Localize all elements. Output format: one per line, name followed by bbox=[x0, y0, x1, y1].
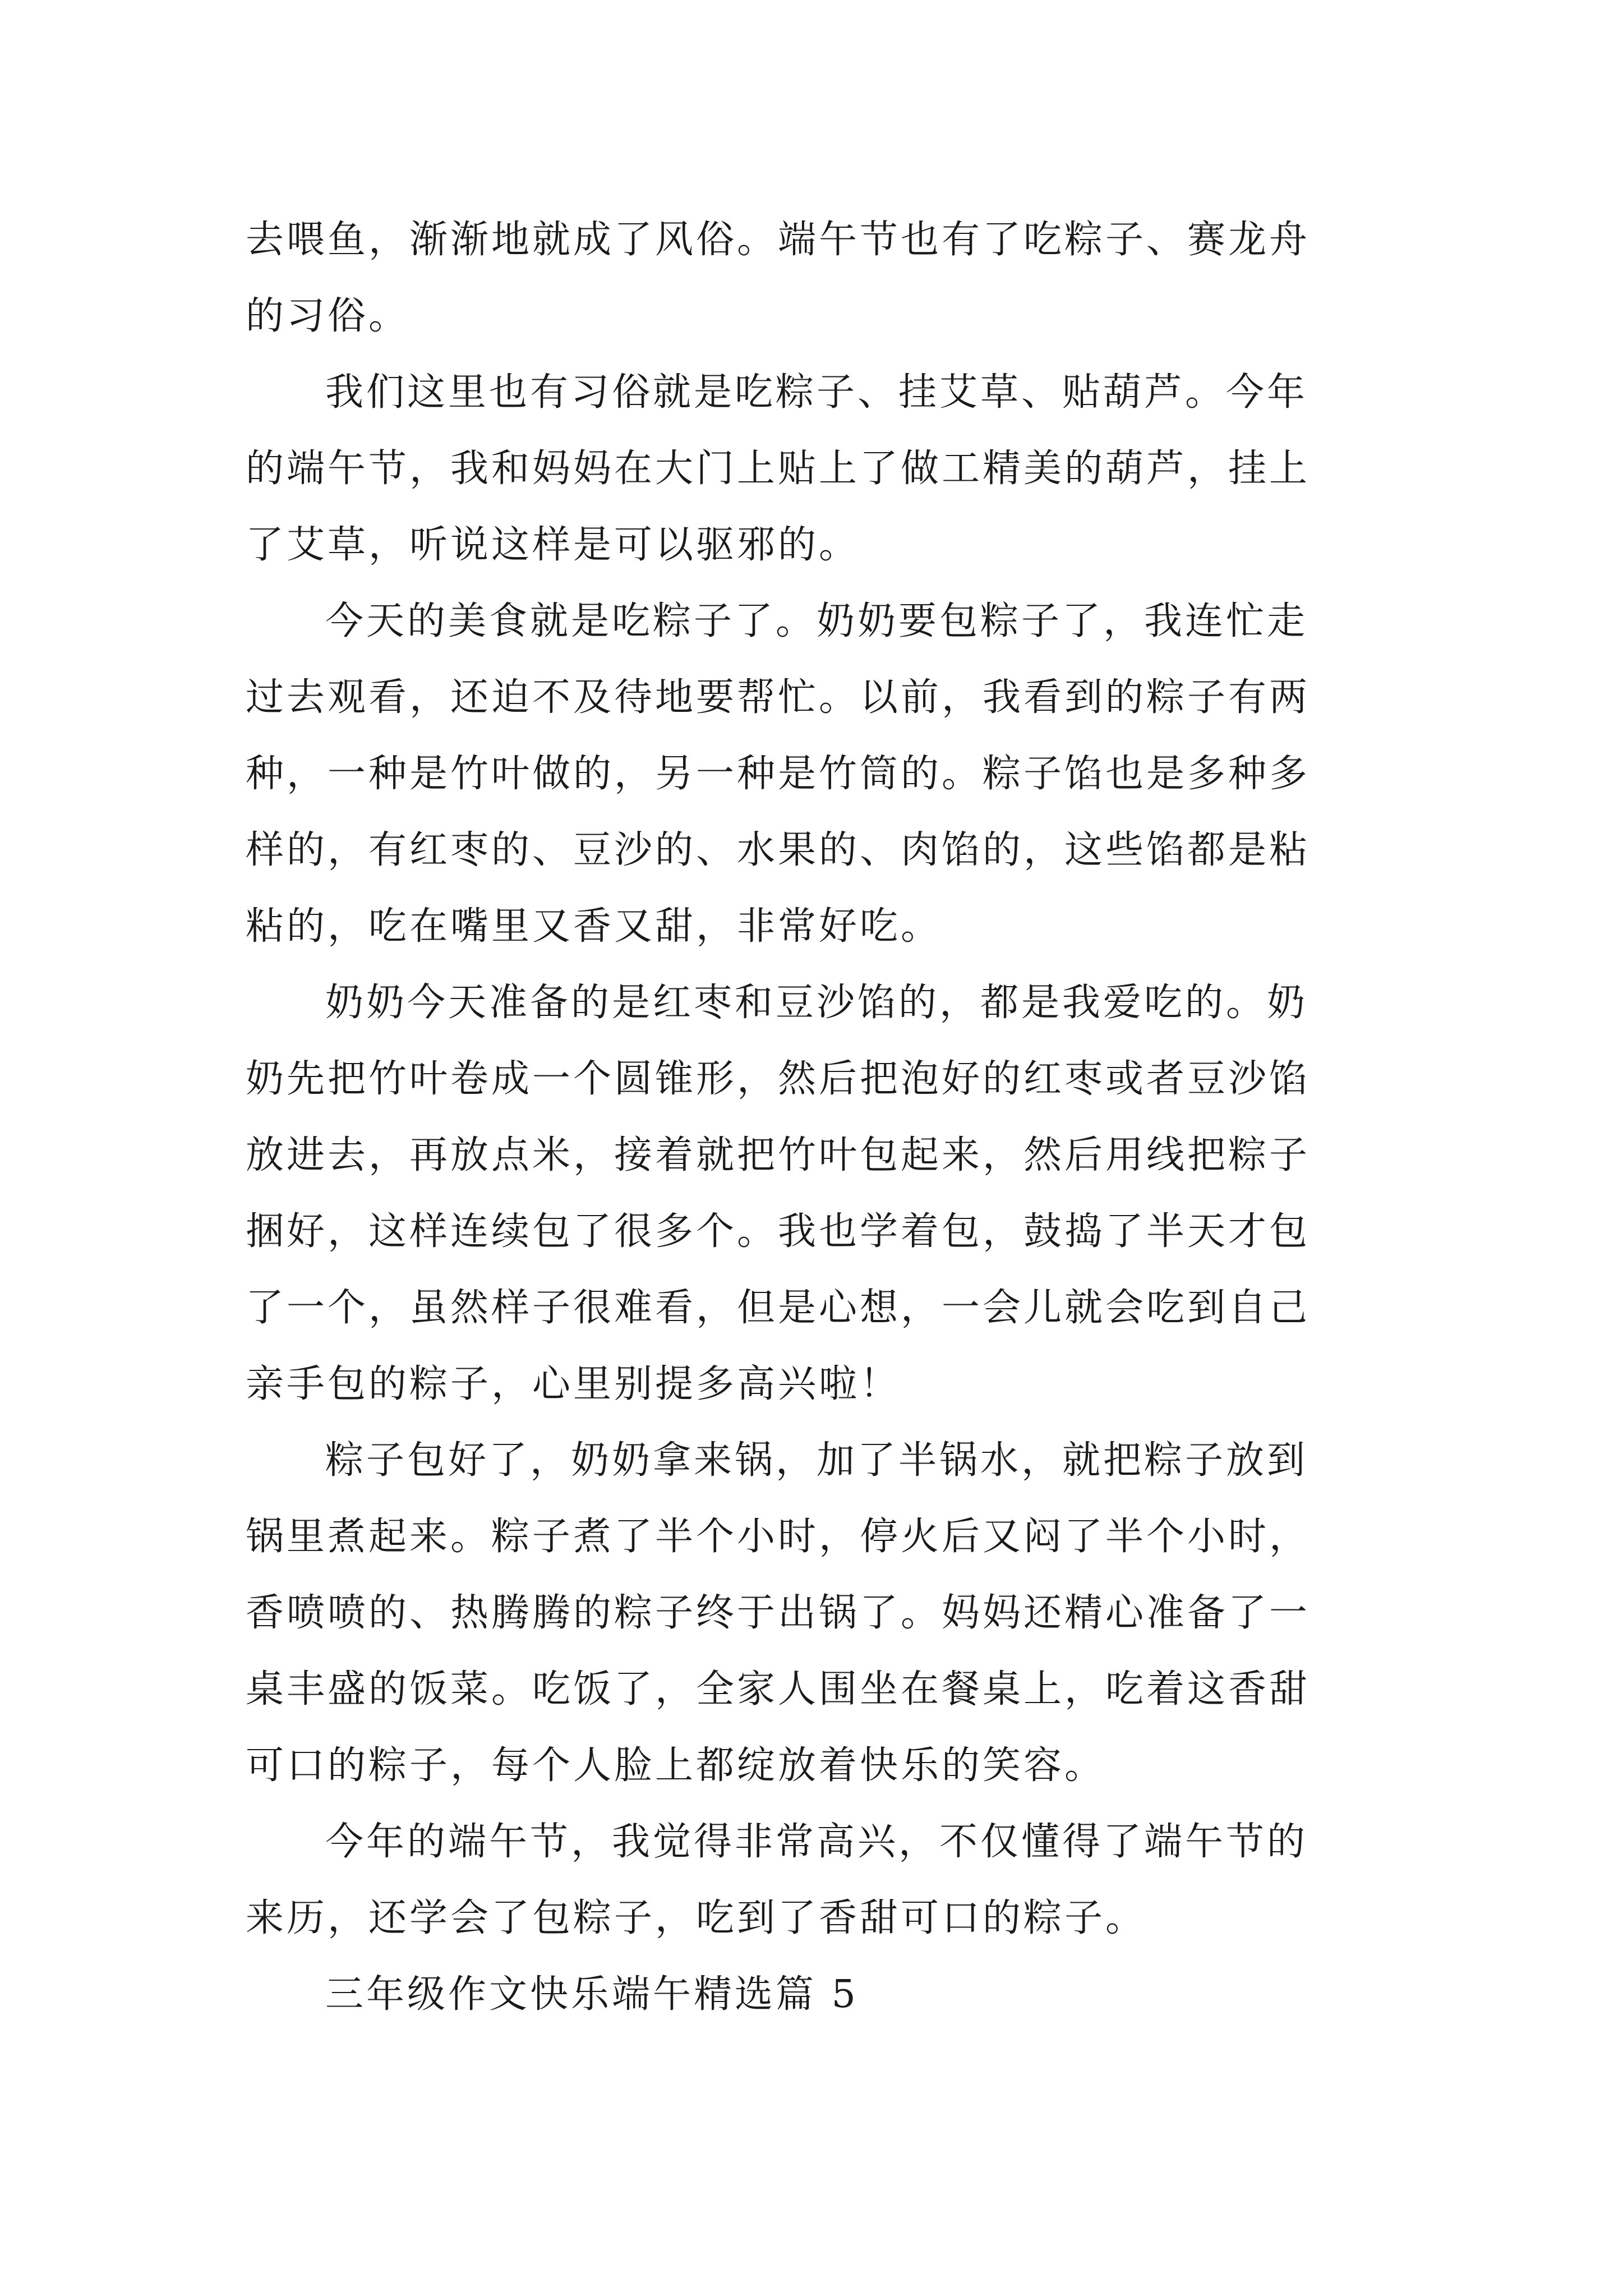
text-line: 香喷喷的、热腾腾的粽子终于出锅了。妈妈还精心准备了一 bbox=[246, 1591, 1311, 1635]
text-line: 捆好，这样连续包了很多个。我也学着包，鼓捣了半天才包 bbox=[246, 1209, 1311, 1254]
text-line: 种，一种是竹叶做的，另一种是竹筒的。粽子馅也是多种多 bbox=[246, 752, 1311, 796]
text-line: 奶奶今天准备的是红枣和豆沙馅的，都是我爱吃的。奶 bbox=[325, 981, 1308, 1025]
text-line: 我们这里也有习俗就是吃粽子、挂艾草、贴葫芦。今年 bbox=[325, 370, 1308, 415]
text-line: 奶先把竹叶卷成一个圆锥形，然后把泡好的红枣或者豆沙馅 bbox=[246, 1057, 1311, 1101]
text-line: 放进去，再放点米，接着就把竹叶包起来，然后用线把粽子 bbox=[246, 1133, 1311, 1177]
text-line: 的端午节，我和妈妈在大门上贴上了做工精美的葫芦，挂上 bbox=[246, 447, 1311, 491]
text-line: 今天的美食就是吃粽子了。奶奶要包粽子了，我连忙走 bbox=[325, 599, 1308, 643]
text-line: 今年的端午节，我觉得非常高兴，不仅懂得了端午节的 bbox=[325, 1820, 1308, 1864]
paragraph-2 bbox=[246, 355, 1390, 583]
document-body bbox=[246, 202, 1390, 2033]
paragraph-5 bbox=[246, 1423, 1390, 1804]
text-line: 亲手包的粽子，心里别提多高兴啦！ bbox=[246, 1362, 901, 1406]
section-heading-text: 三年级作文快乐端午精选篇 5 bbox=[325, 1972, 859, 2017]
paragraph-4 bbox=[246, 965, 1390, 1423]
text-line: 锅里煮起来。粽子煮了半个小时，停火后又闷了半个小时， bbox=[246, 1515, 1311, 1559]
text-line: 样的，有红枣的、豆沙的、水果的、肉馅的，这些馅都是粘 bbox=[246, 828, 1311, 872]
paragraph-6 bbox=[246, 1804, 1390, 1957]
text-line: 了艾草，听说这样是可以驱邪的。 bbox=[246, 523, 860, 567]
text-line: 过去观看，还迫不及待地要帮忙。以前，我看到的粽子有两 bbox=[246, 675, 1311, 720]
text-line: 粘的，吃在嘴里又香又甜，非常好吃。 bbox=[246, 904, 942, 949]
text-line: 粽子包好了，奶奶拿来锅，加了半锅水，就把粽子放到 bbox=[325, 1438, 1308, 1483]
text-line: 可口的粽子，每个人脸上都绽放着快乐的笑容。 bbox=[246, 1743, 1106, 1788]
text-line: 了一个，虽然样子很难看，但是心想，一会儿就会吃到自己 bbox=[246, 1286, 1311, 1330]
paragraph-3 bbox=[246, 583, 1390, 965]
text-line: 去喂鱼，渐渐地就成了风俗。端午节也有了吃粽子、赛龙舟 bbox=[246, 218, 1311, 262]
text-line: 的习俗。 bbox=[246, 294, 410, 338]
paragraph-1 bbox=[246, 202, 1390, 355]
text-line: 桌丰盛的饭菜。吃饭了，全家人围坐在餐桌上，吃着这香甜 bbox=[246, 1667, 1311, 1711]
section-heading bbox=[246, 1957, 1390, 2033]
text-line: 来历，还学会了包粽子，吃到了香甜可口的粽子。 bbox=[246, 1896, 1147, 1940]
